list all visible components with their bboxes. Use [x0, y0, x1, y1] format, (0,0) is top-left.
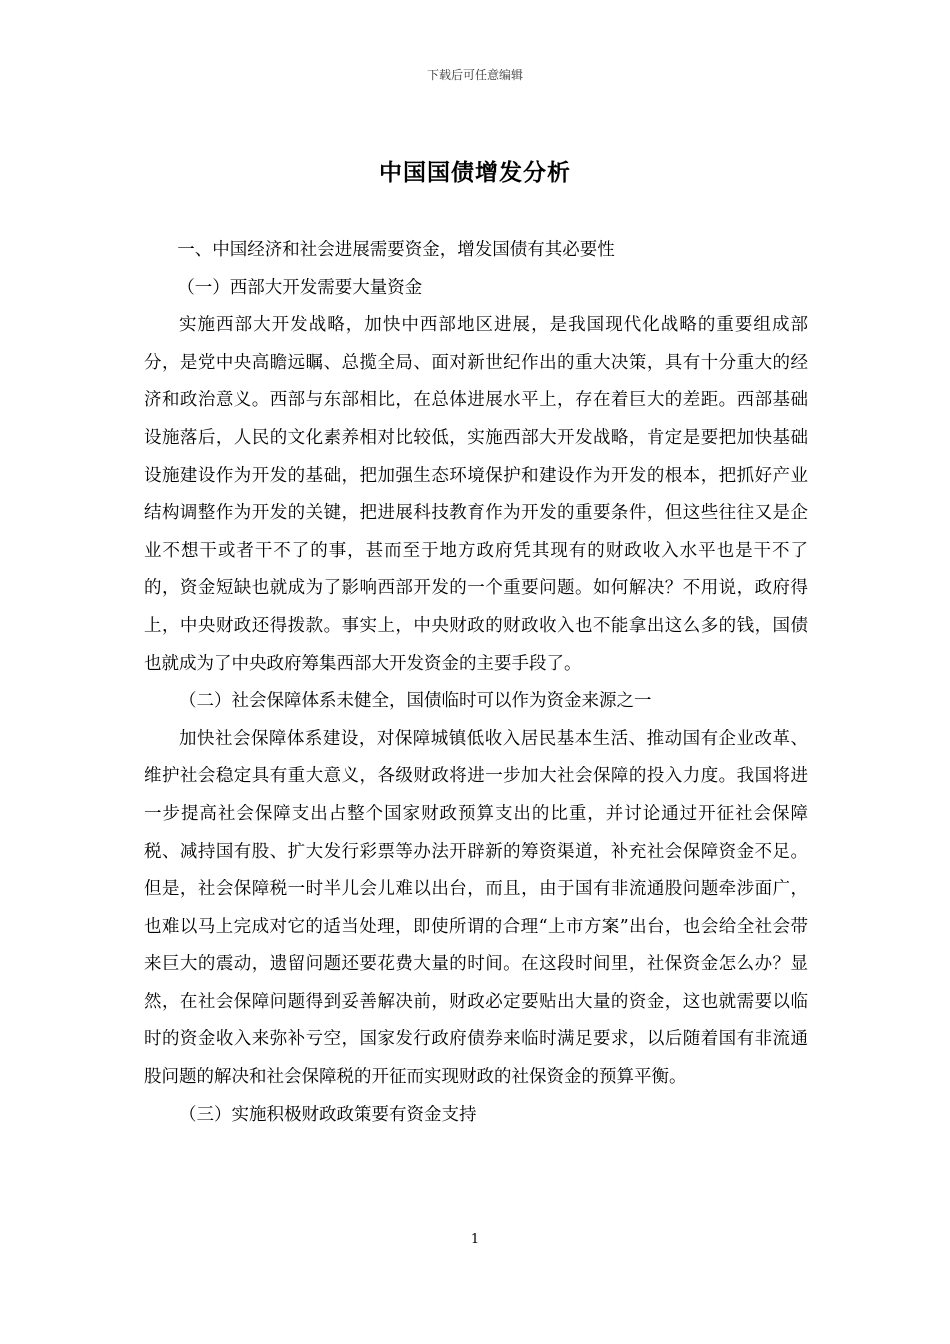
document-body [144, 232, 808, 1134]
section-heading-1: 一、中国经济和社会进展需要资金，增发国债有其必要性 [177, 240, 615, 260]
body-paragraph-1: 实施西部大开发战略，加快中西部地区进展，是我国现代化战略的重要组成部分，是党中央高瞻远瞩、总揽全局、面对新世纪作出的重大决策，具有十分重大的经济和政治意义。西部与东部相比，在总体进展水平上，存在着巨大的差距。西部基础设施落后，人民的文化素养相对比较低，实施西部大开发战略，肯定是要把加快基础设施建设作为开发的基础，把加强生态环境保护和建设作为开发的根本，把抓好产业结构调整作为开发的关键，把进展科技教育作为开发的重要条件，但这些往往又是企业不想干或者干不了的事，甚而至于地方政府凭其现有的财政收入水平也是干不了的，资金短缺也就成为了影响西部开发的一个重要问题。如何解决？不用说，政府得上，中央财政还得拨款。事实上，中央财政的财政收入也不能拿出这么多的钱，国债也就成为了中央政府筹集西部大开发资金的主要手段了。 [144, 315, 808, 674]
page-header-note: 下载后可任意编辑 [426, 68, 523, 82]
subsection-heading-2: （二）社会保障体系未健全，国债临时可以作为资金来源之一 [179, 691, 652, 712]
subsection-heading-3: （三）实施积极财政政策要有资金支持 [179, 1104, 477, 1125]
document-title: 中国国债增发分析 [379, 159, 571, 186]
body-paragraph-2: 加快社会保障体系建设，对保障城镇低收入居民基本生活、推动国有企业改革、维护社会稳定具有重大意义，各级财政将进一步加大社会保障的投入力度。我国将进一步提高社会保障支出占整个国家财政预算支出的比重，并讨论通过开征社会保障税、减持国有股、扩大发行彩票等办法开辟新的筹资渠道，补充社会保障资金不足。但是，社会保障税一时半儿会儿难以出台，而且，由于国有非流通股问题牵涉面广，也难以马上完成对它的适当处理，即使所谓的合理“上市方案”出台，也会给全社会带来巨大的震动，遗留问题还要花费大量的时间。在这段时间里，社保资金怎么办？显然，在社会保障问题得到妥善解决前，财政必定要贴出大量的资金，这也就需要以临时的资金收入来弥补亏空，国家发行政府债券来临时满足要求，以后随着国有非流通股问题的解决和社会保障税的开征而实现财政的社保资金的预算平衡。 [144, 728, 808, 1088]
subsection-heading-1: （一）西部大开发需要大量资金 [177, 277, 423, 298]
page-number: 1 [470, 1232, 480, 1247]
